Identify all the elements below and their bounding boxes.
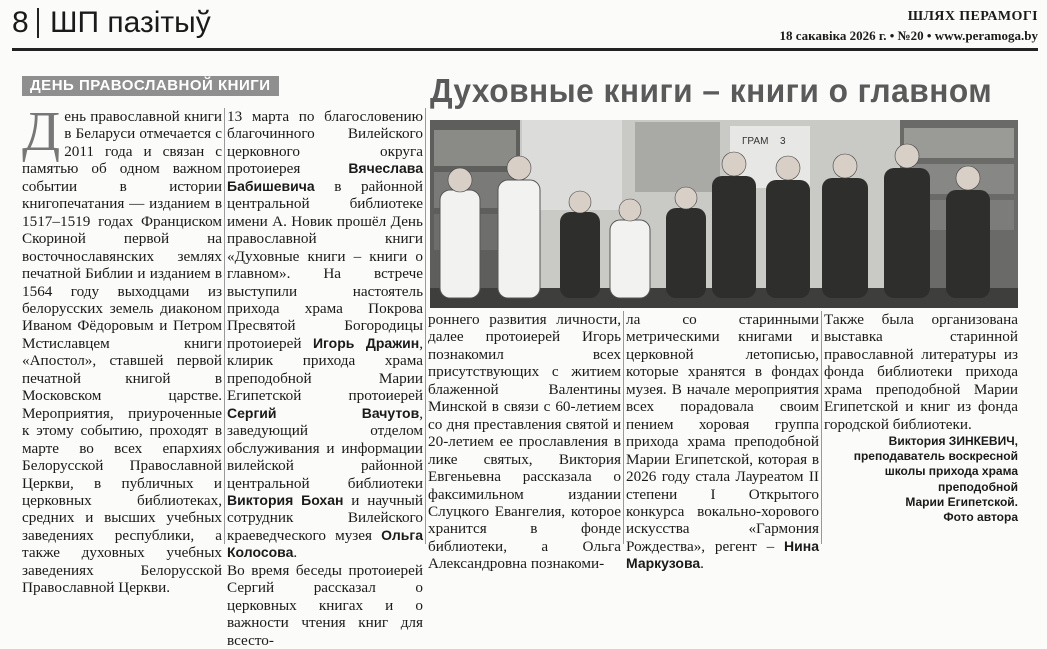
person-name: Игорь Дражин [312,334,420,351]
photo-credit: Фото автора [943,510,1018,525]
column-2-paragraph-2: Во время беседы протоиерей Сергий рассказал о церковных книгах и о важности чтения книг для всесто- [227,561,423,649]
article-column-5 [824,311,1018,433]
person-name: Вячеслава Бабишевича [227,160,423,194]
column-2-text-d: , заведующий отделом обслуживания и информации вилейской районной центральной библиотеки [227,404,423,492]
person-name: Виктория Бохан [227,491,344,508]
column-2-text-a: 13 марта по благословению благочинного Вилейского церковного округа протоиерея [227,108,423,178]
column-2-text-b: в районной центральной библиотеке имени А. Новик прошёл День православной книги «Духовные книги – книги о главном». На встрече выступили настоятель прихода храма Покрова Пресвятой Богородицы протоиерей [227,177,423,352]
masthead-divider [37,8,39,38]
column-divider [623,311,624,544]
column-4-text-b: . [700,555,704,573]
column-2-text-c: , клирик прихода храма преподобной Марии Египетской протоиерей [227,334,423,405]
column-4-text-a: ла со старинными метрическими книгами и церковной летописью, которые хранятся в фондах музея. В начале мероприятия всех порадовала своим пением хоровая группа прихода храма преподобной Марии Египетской, которая в 2026 году стала Лауреатом II степени I Открытого конкурса вокально-хорового искусства «Гармония Рождества», регент – [626,311,819,555]
column-2-text-f: . [293,544,298,562]
article-column-1 [22,101,222,597]
photo-sign-text: ГРАМ [742,136,769,147]
author-name: Виктория ЗИНКЕВИЧ, [888,434,1018,448]
column-divider [425,108,426,544]
photo-sign-text: 3 [780,136,786,147]
page-masthead [12,6,1038,46]
author-role-line: школы прихода храма [884,464,1018,479]
event-photo [430,120,1018,308]
newspaper-name: ШЛЯХ ПЕРАМОГІ [907,9,1038,24]
column-2-text-e: и научный сотрудник Вилейского краеведческого музея [227,491,423,544]
issue-info: 18 сакавіка 2026 г. • №20 • www.peramoga.by [779,28,1038,43]
section-title: ШП пазітыў [50,6,211,39]
author-role-line: преподобной [938,479,1018,494]
article-column-4 [626,311,819,573]
article-headline: Духовные книги – книги о главном [430,72,993,109]
column-5-text: Также была организована выставка старинной православной литературы из фонда библиотеки прихода храма преподобной Марии Египетской и книг из фонда городской библиотеки. [824,311,1018,433]
page-number: 8 [12,6,29,39]
masthead-rule [12,48,1038,51]
author-role-line: преподаватель воскресной [853,449,1018,464]
column-1-text: ень православной книги в Беларуси отмечается с 2011 года и связан с памятью об одном важном событии в истории книгопечатания — изданием в 1517–1519 годах Франциском Скориной первой на восточнославянских землях печатной Библии и изданием в 1564 году выходцами из белорусских земель диаконом Иваном Фёдоровым и Петром Мстиславцем книги «Апостол», ставшей первой печатной книгой в Московском царстве. Мероприятия, приуроченные к этому событию, проходят в марте во всех епархиях Белорусской Православной Церкви, в публичных и церковных библиотеках, средних и высших учебных заведениях республики, а также духовных учебных заведениях Белорусской Православной Церкви. [22,108,222,597]
article-column-2 [227,108,423,649]
drop-cap: Д [22,101,61,163]
author-byline [822,434,1018,525]
group-photo-illustration [430,120,1018,308]
person-name: Сергий Вачутов [227,404,420,421]
article-column-3: роннего развития личности, далее протоиерей Игорь познакомил всех присутствующих с житием блаженной Валентины Минской в связи с 60-летием со дня преставления святой и 20-летием ее прославления в лике святых, Виктория Евгеньевна рассказала о факсимильном издании Слуцкого Евангелия, которое хранится в фонде библиотеки, а Ольга Александровна познакоми- [428,311,621,573]
person-name: Нина Маркузова [626,537,819,572]
column-divider [224,108,225,544]
author-role-line: Марии Египетской. [905,494,1018,509]
person-name: Ольга Колосова [227,526,423,561]
article-rubric: ДЕНЬ ПРАВОСЛАВНОЙ КНИГИ [22,76,279,96]
